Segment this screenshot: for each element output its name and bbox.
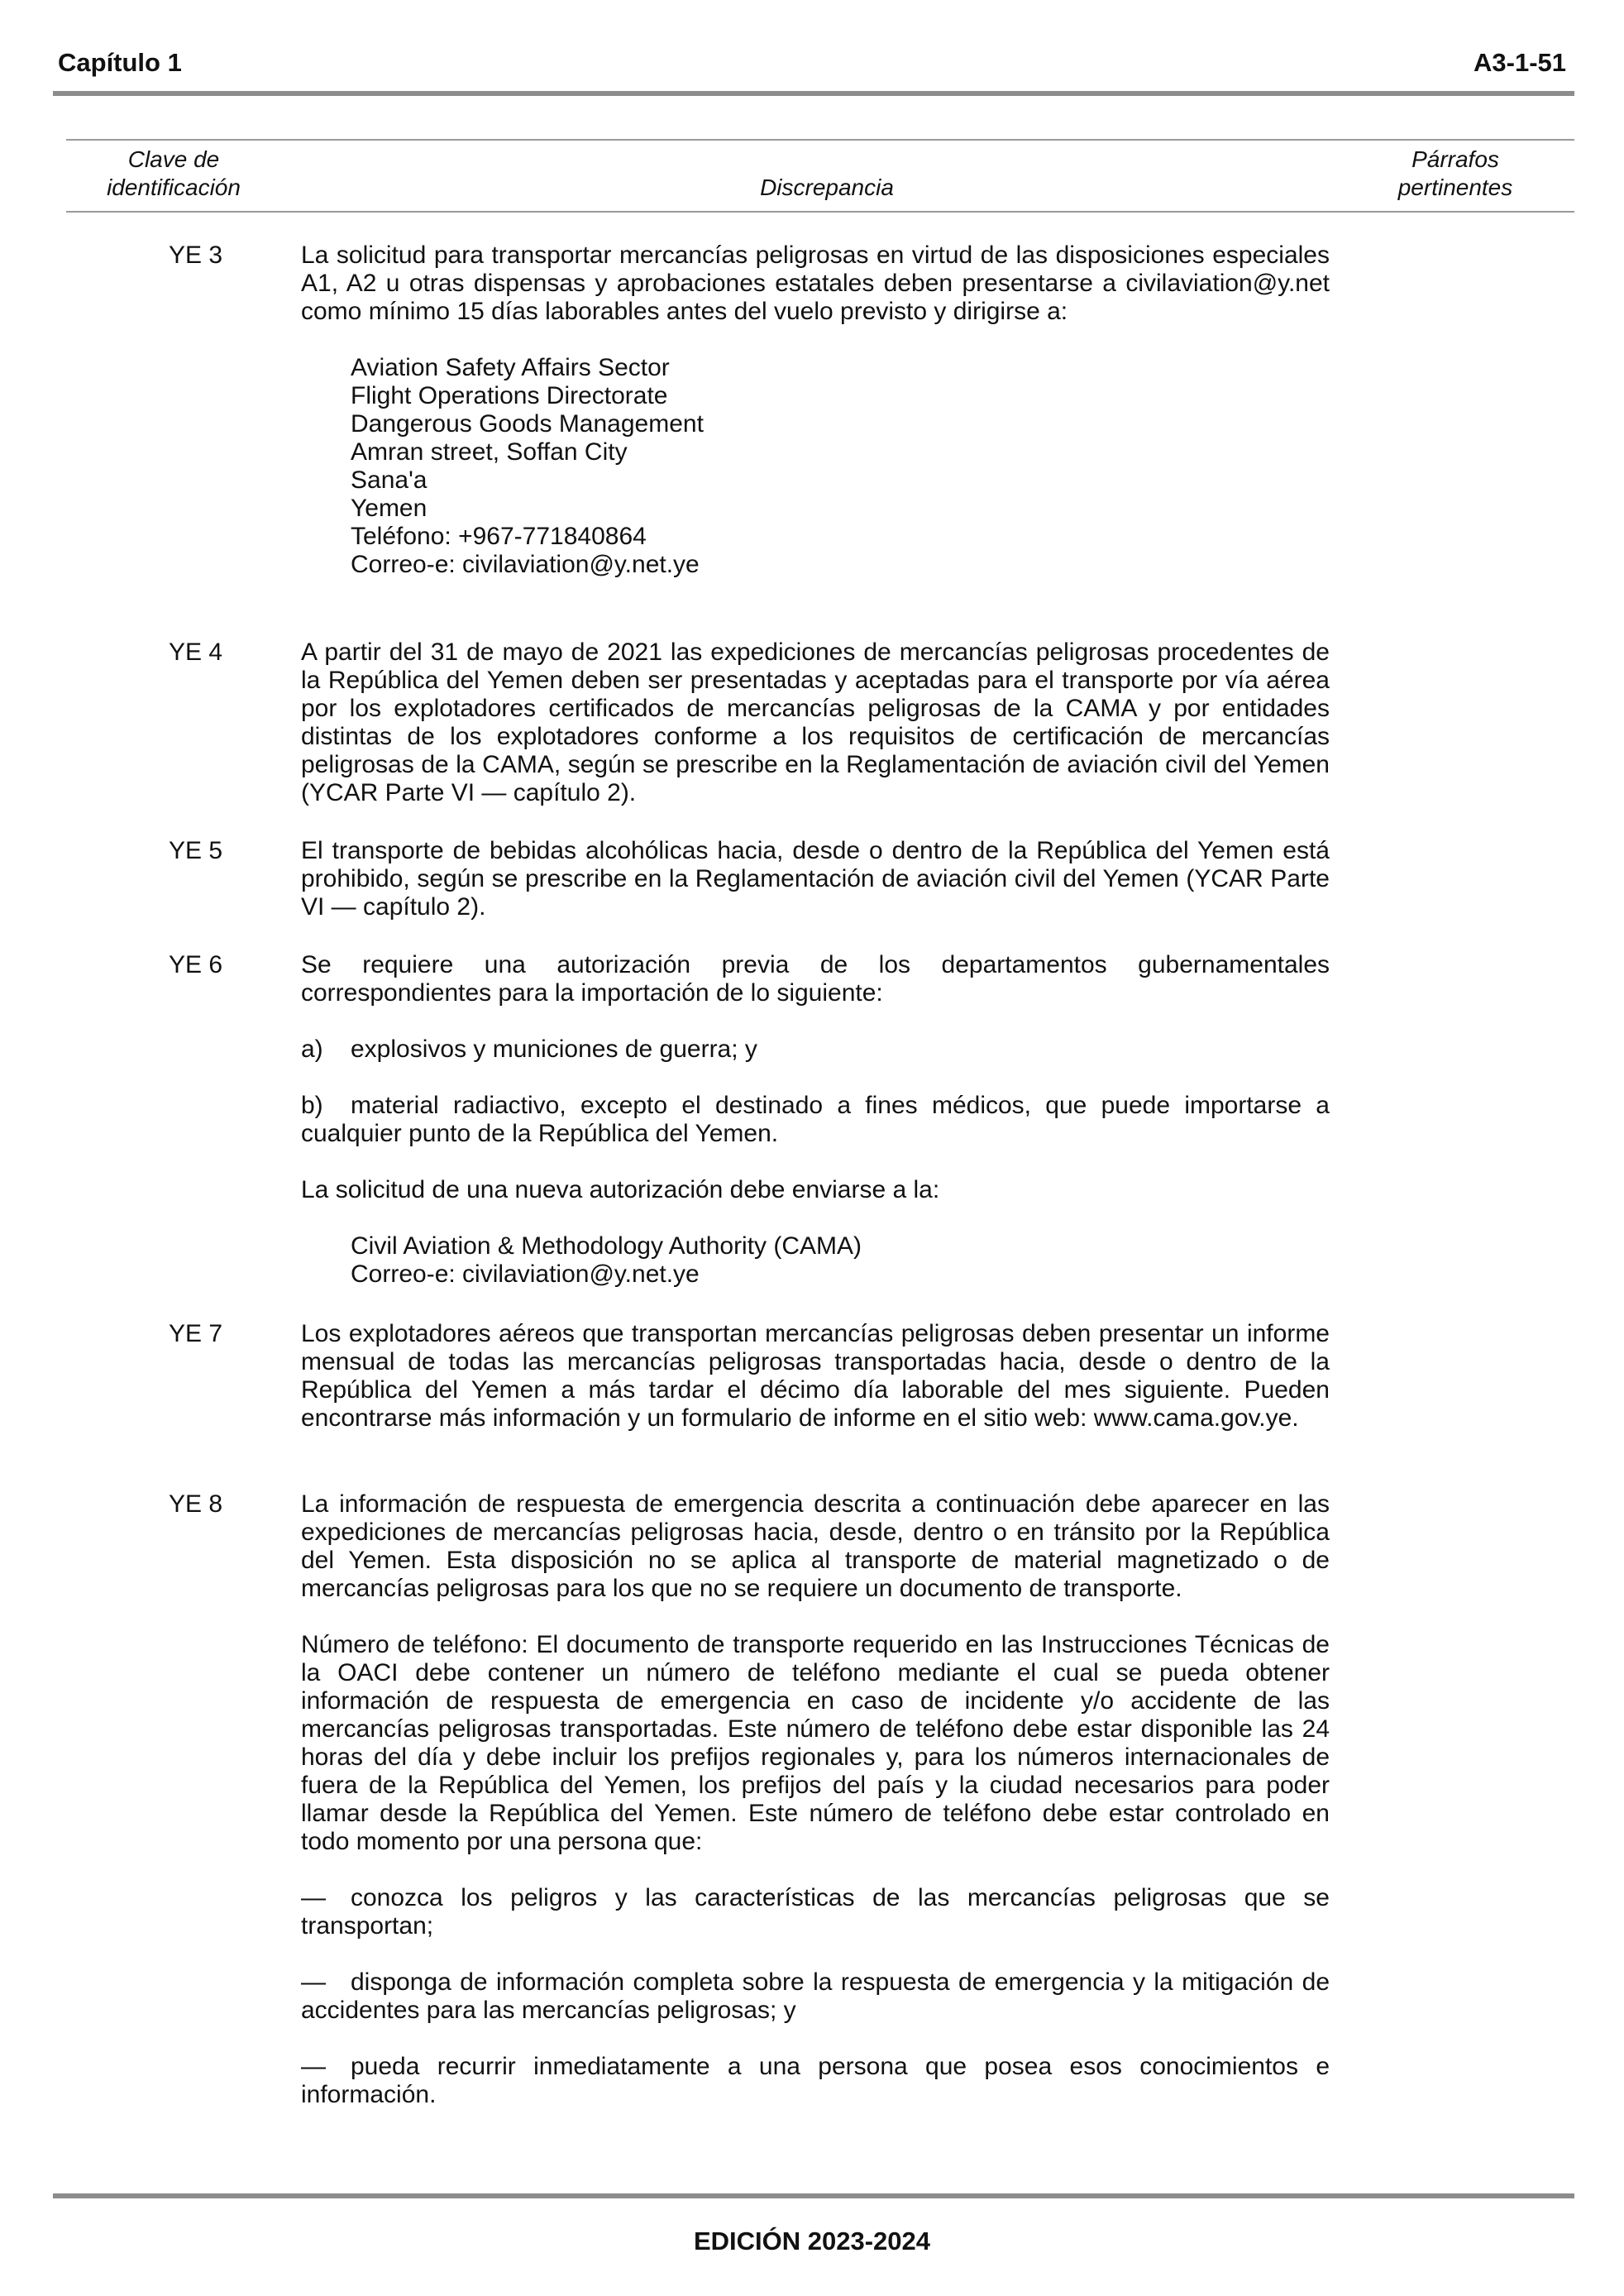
footer-rule [53,2193,1574,2198]
paragraph: La solicitud para transportar mercancías peligrosas en virtud de las disposiciones especiales A1, A2 u otras dispensas y aprobaciones estatales deben presentarse a civilaviation@y.net como mínimo 15 días laborables antes del vuelo previsto y dirigirse a: [301,242,1330,325]
paragraph: Se requiere una autorización previa de los departamentos gubernamentales correspondientes para la importación de lo siguiente: [301,951,1330,1007]
list-item [301,1884,1330,1940]
column-header-discrepancy: Discrepancia [760,175,894,200]
address-line: Teléfono: +967-771840864 [351,523,647,550]
edition-footer: EDICIÓN 2023-2024 [693,2227,931,2255]
address-line: Sana'a [351,466,427,494]
list-item-text: conozca los peligros y las características de las mercancías peligrosas que se transportan; [301,1884,1330,1940]
chapter-title: Capítulo 1 [58,48,182,77]
list-item-tag: a) [301,1036,323,1063]
row-discrepancy [301,1320,1330,1433]
column-header-paragraphs: Párrafos pertinentes [1397,146,1513,200]
row-discrepancy [301,242,1330,579]
address-line: Aviation Safety Affairs Sector [351,354,670,381]
dash-bullet: — [301,1968,326,1996]
list-item-tag: b) [301,1092,323,1119]
table-header-top-rule [66,139,1574,141]
list-item [301,1092,1330,1148]
address-line: Correo-e: civilaviation@y.net.ye [351,551,700,578]
row-discrepancy [301,837,1330,921]
column-header-key: Clave de identificación [107,146,241,200]
address-line: Amran street, Soffan City [351,438,628,466]
paragraph: La solicitud de una nueva autorización debe enviarse a la: [301,1176,940,1203]
row-discrepancy [301,639,1330,807]
row-key: YE 6 [169,951,223,978]
address-block [351,1232,1330,1289]
row-key: YE 8 [169,1490,223,1518]
paragraph: A partir del 31 de mayo de 2021 las expediciones de mercancías peligrosas procedentes de la República del Yemen deben ser presentadas y aceptadas para el transporte por vía aérea por los explotadores certificados de mercancías peligrosas de la CAMA y por entidades distintas de los explotadores conforme a los requisitos de certificación de mercancías peligrosas de la CAMA, según se prescribe en la Reglamentación de aviación civil del Yemen (YCAR Parte VI — capítulo 2). [301,639,1330,806]
address-line: Civil Aviation & Methodology Authority (CAMA) [351,1232,862,1260]
page-number: A3-1-51 [1474,48,1566,77]
row-discrepancy [301,1490,1330,2109]
row-key: YE 7 [169,1320,223,1347]
paragraph: Número de teléfono: El documento de transporte requerido en las Instrucciones Técnicas de la OACI debe contener un número de teléfono mediante el cual se pueda obtener información de respuesta de emergencia en caso de incidente y/o accidente de las mercancías peligrosas transportadas. Este número de teléfono debe estar disponible las 24 horas del día y debe incluir los prefijos regionales y, para los números internacionales de fuera de la República del Yemen, los prefijos del país y la ciudad necesarios para poder llamar desde la República del Yemen. Este número de teléfono debe estar controlado en todo momento por una persona que: [301,1631,1330,1855]
list-item-text: explosivos y municiones de guerra; y [351,1036,757,1063]
list-item-text: pueda recurrir inmediatamente a una persona que posea esos conocimientos e información. [301,2053,1330,2108]
address-line: Flight Operations Directorate [351,382,668,409]
dash-bullet: — [301,2053,326,2080]
list-item [301,1036,1330,1064]
row-discrepancy [301,951,1330,1289]
address-line: Yemen [351,495,427,522]
paragraph: La información de respuesta de emergencia descrita a continuación debe aparecer en las expediciones de mercancías peligrosas hacia, desde, dentro o en tránsito por la República del Yemen. Esta disposición no se aplica al transporte de material magnetizado o de mercancías peligrosas para los que no se requiere un documento de transporte. [301,1490,1330,1602]
list-item-text: disponga de información completa sobre la respuesta de emergencia y la mitigación de accidentes para las mercancías peligrosas; y [301,1968,1330,2024]
row-key: YE 4 [169,639,223,666]
row-key: YE 3 [169,242,223,269]
header-rule [53,91,1574,96]
row-key: YE 5 [169,837,223,864]
address-line: Correo-e: civilaviation@y.net.ye [351,1260,700,1288]
list-item [301,1968,1330,2025]
paragraph: Los explotadores aéreos que transportan mercancías peligrosas deben presentar un informe mensual de todas las mercancías peligrosas transportadas hacia, desde o dentro de la República del Yemen a más tardar el décimo día laborable del mes siguiente. Pueden encontrarse más información y un formulario de informe en el sitio web: www.cama.gov.ye. [301,1320,1330,1432]
list-item [301,2053,1330,2109]
table-header-bottom-rule [66,211,1574,213]
paragraph: El transporte de bebidas alcohólicas hacia, desde o dentro de la República del Yemen está prohibido, según se prescribe en la Reglamentación de aviación civil del Yemen (YCAR Parte VI — capítulo 2). [301,837,1330,921]
list-item-text: material radiactivo, excepto el destinado a fines médicos, que puede importarse a cualquier punto de la República del Yemen. [301,1092,1330,1147]
address-block [351,354,1330,579]
address-line: Dangerous Goods Management [351,410,704,438]
dash-bullet: — [301,1884,326,1911]
